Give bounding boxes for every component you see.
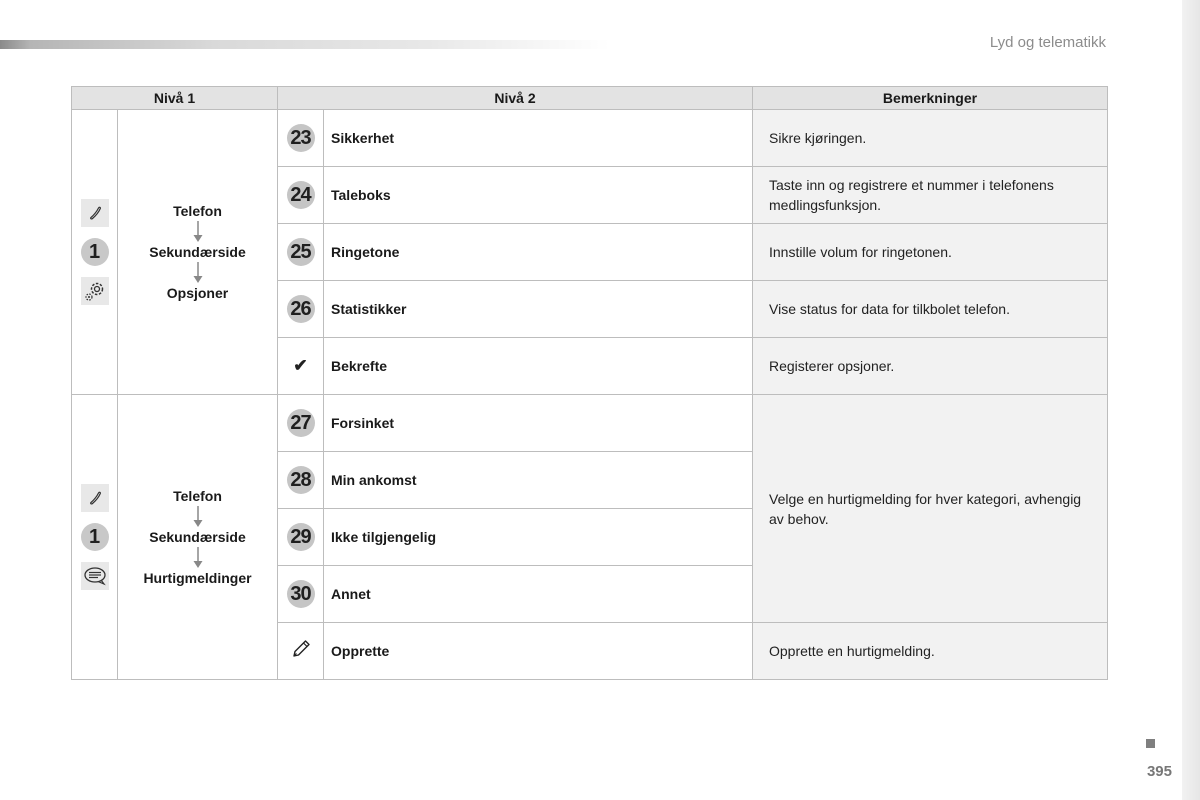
level2-label: Forsinket xyxy=(324,395,753,452)
number-badge: 30 xyxy=(287,580,315,608)
page-number: 395 xyxy=(1146,763,1172,780)
level1-icons xyxy=(72,110,118,395)
path-step: Sekundærside xyxy=(149,528,246,545)
remark-cell: Vise status for data for tilkbolet telefon. xyxy=(753,281,1108,338)
level2-label: Opprette xyxy=(324,623,753,680)
settings-gear-icon xyxy=(81,277,109,305)
page-edge-strip xyxy=(1182,0,1200,800)
header-level2: Nivå 2 xyxy=(278,87,753,110)
arrow-down-icon xyxy=(192,261,204,285)
header-remarks: Bemerkninger xyxy=(753,87,1108,110)
remark-cell-shared: Velge en hurtigmelding for hver kategori, avhengig av behov. xyxy=(753,395,1108,623)
level2-label: Ringetone xyxy=(324,224,753,281)
number-one-badge: 1 xyxy=(81,523,109,551)
phone-icon xyxy=(81,199,109,227)
message-bubble-icon xyxy=(81,562,109,590)
number-badge: 28 xyxy=(287,466,315,494)
remark-cell: Opprette en hurtigmelding. xyxy=(753,623,1108,680)
number-one-badge: 1 xyxy=(81,238,109,266)
path-step: Sekundærside xyxy=(149,243,246,260)
level1-path xyxy=(118,395,278,680)
number-badge: 27 xyxy=(287,409,315,437)
number-badge: 29 xyxy=(287,523,315,551)
level2-label: Annet xyxy=(324,566,753,623)
header-level1: Nivå 1 xyxy=(72,87,278,110)
level2-label: Ikke tilgjengelig xyxy=(324,509,753,566)
arrow-down-icon xyxy=(192,546,204,570)
path-step: Hurtigmeldinger xyxy=(143,569,252,586)
level1-icons xyxy=(72,395,118,680)
level2-label: Taleboks xyxy=(324,167,753,224)
page-marker xyxy=(1146,739,1155,748)
remark-cell: Taste inn og registrere et nummer i telefonens medlingsfunksjon. xyxy=(753,167,1108,224)
section-title: Lyd og telematikk xyxy=(989,34,1106,51)
number-badge: 23 xyxy=(287,124,315,152)
menu-table xyxy=(71,86,1108,680)
path-step: Telefon xyxy=(173,202,222,219)
number-badge: 26 xyxy=(287,295,315,323)
level2-label: Statistikker xyxy=(324,281,753,338)
pencil-icon xyxy=(290,638,312,665)
checkmark-icon: ✔ xyxy=(293,356,308,375)
header-decor-bar xyxy=(0,40,610,49)
remark-cell: Sikre kjøringen. xyxy=(753,110,1108,167)
arrow-down-icon xyxy=(192,220,204,244)
path-step: Telefon xyxy=(173,487,222,504)
level2-label: Bekrefte xyxy=(324,338,753,395)
path-step: Opsjoner xyxy=(166,284,229,301)
remark-cell: Registerer opsjoner. xyxy=(753,338,1108,395)
level2-label: Sikkerhet xyxy=(324,110,753,167)
remark-cell: Innstille volum for ringetonen. xyxy=(753,224,1108,281)
level2-label: Min ankomst xyxy=(324,452,753,509)
phone-icon xyxy=(81,484,109,512)
number-badge: 24 xyxy=(287,181,315,209)
level1-path xyxy=(118,110,278,395)
number-badge: 25 xyxy=(287,238,315,266)
arrow-down-icon xyxy=(192,505,204,529)
